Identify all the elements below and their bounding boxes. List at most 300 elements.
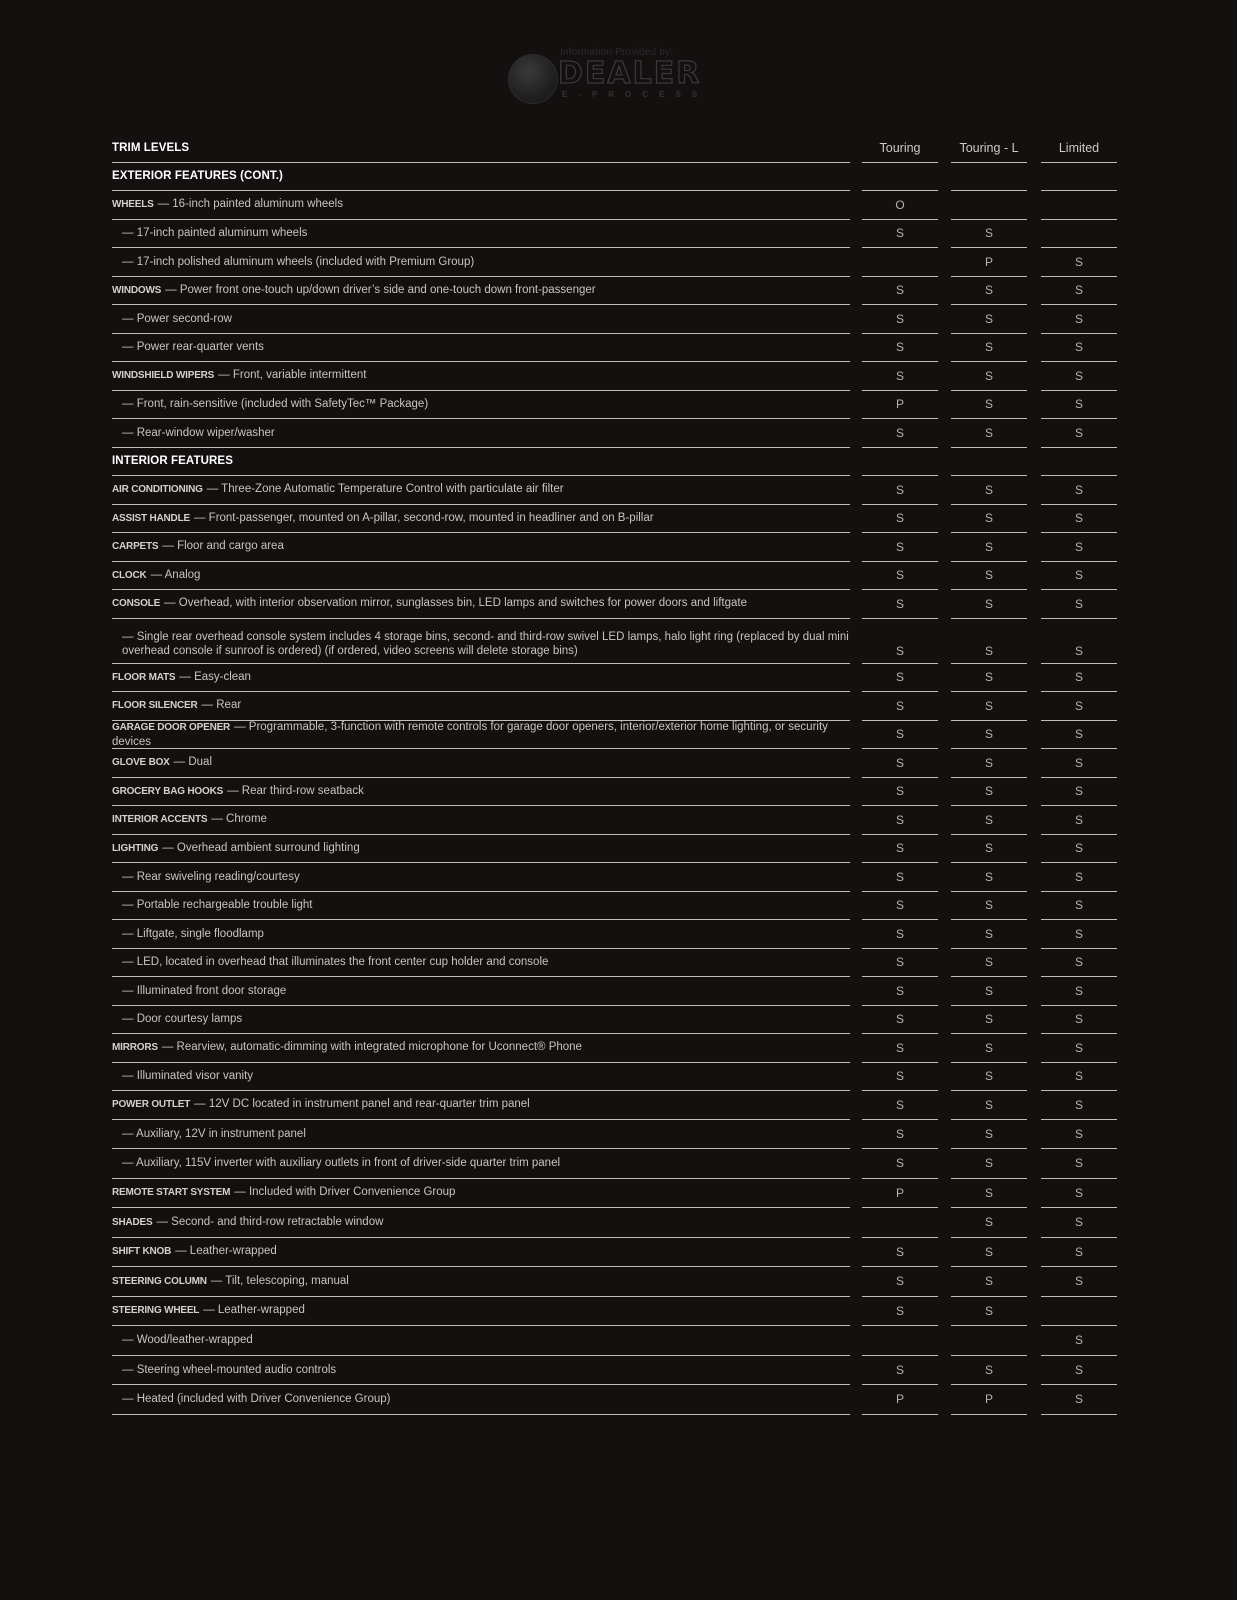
feature-label: FLOOR MATS: [112, 671, 176, 683]
feature-detail: — Rear-window wiper/washer: [122, 426, 275, 439]
availability-limited: S: [1041, 1385, 1117, 1415]
availability-touring-l: [951, 448, 1027, 477]
availability-limited: S: [1041, 1179, 1117, 1209]
availability-touring-l: S: [951, 1179, 1027, 1209]
feature-description-cell: [112, 220, 850, 249]
feature-text: [112, 255, 474, 269]
logo-caption: Information Provided by:: [560, 47, 674, 58]
feature-text: [112, 596, 747, 611]
feature-description-cell: [112, 664, 850, 693]
availability-touring-l: S: [951, 590, 1027, 619]
availability-touring: [862, 1208, 938, 1238]
availability-touring: S: [862, 1238, 938, 1268]
feature-text: [112, 1127, 306, 1141]
availability-touring: O: [862, 191, 938, 220]
availability-touring-l: S: [951, 920, 1027, 949]
feature-label: MIRRORS: [112, 1042, 158, 1054]
availability-touring: P: [862, 391, 938, 420]
feature-description-cell: [112, 692, 850, 721]
feature-detail: — Second- and third-row retractable window: [156, 1215, 384, 1228]
feature-label: ASSIST HANDLE: [112, 512, 190, 524]
availability-touring: S: [862, 977, 938, 1006]
feature-text: [112, 784, 364, 799]
availability-touring-l: S: [951, 949, 1027, 978]
feature-description-cell: [112, 476, 850, 505]
availability-limited: [1041, 1297, 1117, 1327]
trim-features-table: [112, 134, 1118, 1415]
feature-text: [112, 340, 264, 354]
section-title: INTERIOR FEATURES: [112, 455, 233, 468]
table-row: [112, 248, 1118, 277]
feature-text: [112, 1392, 390, 1406]
availability-limited: S: [1041, 835, 1117, 864]
feature-text: [112, 426, 275, 440]
availability-touring-l: S: [951, 664, 1027, 693]
feature-description-cell: [112, 590, 850, 619]
table-row: [112, 391, 1118, 420]
table-header-row: [112, 134, 1118, 163]
table-row: [112, 749, 1118, 778]
table-row: [112, 920, 1118, 949]
feature-detail: — Leather-wrapped: [175, 1245, 277, 1258]
availability-limited: S: [1041, 248, 1117, 277]
availability-touring: S: [862, 806, 938, 835]
feature-description-cell: [112, 1385, 850, 1415]
availability-limited: S: [1041, 778, 1117, 807]
availability-limited: S: [1041, 505, 1117, 534]
table-row: [112, 1006, 1118, 1035]
table-title-cell: [112, 134, 850, 163]
availability-touring-l: S: [951, 721, 1027, 750]
table-row: [112, 1297, 1118, 1327]
feature-description-cell: [112, 277, 850, 306]
section-title-wrap: [112, 454, 233, 468]
feature-detail: — Front, variable intermittent: [218, 369, 367, 382]
feature-text: [112, 927, 264, 941]
table-row: [112, 1385, 1118, 1415]
feature-text: [112, 1303, 305, 1318]
section-header-row: [112, 163, 1118, 192]
availability-limited: S: [1041, 977, 1117, 1006]
availability-limited: [1041, 448, 1117, 477]
availability-touring-l: P: [951, 1385, 1027, 1415]
section-title: EXTERIOR FEATURES (CONT.): [112, 170, 283, 183]
availability-touring: [862, 448, 938, 477]
feature-description-cell: [112, 1267, 850, 1297]
feature-detail: — Three-Zone Automatic Temperature Control with particulate air filter: [206, 483, 564, 496]
availability-limited: S: [1041, 1034, 1117, 1063]
availability-touring: P: [862, 1385, 938, 1415]
feature-detail: — Tilt, telescoping, manual: [210, 1274, 349, 1287]
availability-limited: S: [1041, 1063, 1117, 1092]
feature-detail: — Auxiliary, 12V in instrument panel: [122, 1127, 306, 1140]
availability-limited: S: [1041, 1149, 1117, 1179]
table-row: [112, 590, 1118, 619]
feature-text: [112, 226, 307, 240]
feature-text: [112, 482, 564, 497]
availability-limited: S: [1041, 391, 1117, 420]
feature-label: SHIFT KNOB: [112, 1246, 172, 1258]
feature-description-cell: [112, 949, 850, 978]
section-title-wrap: [112, 169, 283, 183]
feature-description-cell: [112, 391, 850, 420]
availability-touring: S: [862, 619, 938, 664]
table-row: [112, 1149, 1118, 1179]
feature-description-cell: [112, 248, 850, 277]
feature-description-cell: [112, 419, 850, 448]
feature-detail: — Liftgate, single floodlamp: [122, 927, 264, 940]
availability-touring: S: [862, 1297, 938, 1327]
feature-text: [112, 698, 241, 713]
availability-touring-l: S: [951, 419, 1027, 448]
availability-touring: P: [862, 1179, 938, 1209]
feature-description-cell: [112, 505, 850, 534]
table-row: [112, 191, 1118, 220]
feature-text: [112, 720, 850, 749]
feature-description-cell: [112, 1149, 850, 1179]
availability-touring: S: [862, 1006, 938, 1035]
availability-limited: S: [1041, 334, 1117, 363]
feature-description-cell: [112, 1208, 850, 1238]
availability-touring-l: S: [951, 1091, 1027, 1120]
feature-detail: — Rear swiveling reading/courtesy: [122, 870, 300, 883]
feature-label: WINDSHIELD WIPERS: [112, 370, 215, 382]
availability-limited: S: [1041, 949, 1117, 978]
availability-limited: S: [1041, 419, 1117, 448]
table-row: [112, 533, 1118, 562]
feature-detail: — Dual: [173, 756, 213, 769]
availability-touring: S: [862, 749, 938, 778]
feature-description-cell: [112, 892, 850, 921]
availability-touring: S: [862, 1267, 938, 1297]
feature-text: [112, 1215, 383, 1230]
table-row: [112, 1179, 1118, 1209]
availability-touring-l: S: [951, 1297, 1027, 1327]
availability-limited: [1041, 220, 1117, 249]
availability-touring-l: S: [951, 362, 1027, 391]
feature-label: CONSOLE: [112, 598, 161, 610]
table-row: [112, 305, 1118, 334]
feature-detail: — Door courtesy lamps: [122, 1013, 243, 1026]
feature-text: [112, 197, 343, 212]
table-row: [112, 562, 1118, 591]
availability-limited: S: [1041, 619, 1117, 664]
feature-text: [112, 755, 212, 770]
availability-touring: [862, 248, 938, 277]
availability-touring: S: [862, 1120, 938, 1150]
table-row: [112, 334, 1118, 363]
availability-touring-l: S: [951, 1267, 1027, 1297]
feature-text: [112, 1040, 582, 1055]
availability-touring: S: [862, 505, 938, 534]
table-row: [112, 806, 1118, 835]
table-row: [112, 277, 1118, 306]
availability-touring: [862, 163, 938, 192]
availability-touring-l: S: [951, 505, 1027, 534]
table-row: [112, 1034, 1118, 1063]
availability-touring-l: S: [951, 305, 1027, 334]
availability-limited: S: [1041, 692, 1117, 721]
availability-touring: S: [862, 1091, 938, 1120]
availability-limited: S: [1041, 1267, 1117, 1297]
feature-description-cell: [112, 163, 850, 192]
feature-detail: — Power front one-touch up/down driver’s side and one-touch down front-passenger: [165, 283, 596, 296]
feature-text: [112, 1097, 530, 1112]
availability-touring-l: S: [951, 692, 1027, 721]
availability-touring: S: [862, 1149, 938, 1179]
availability-touring-l: S: [951, 334, 1027, 363]
feature-detail: — Programmable, 3-function with remote controls for garage door openers, interior/exterior home lighting, or security devices: [112, 720, 828, 748]
feature-description-cell: [112, 191, 850, 220]
feature-text: [112, 1069, 253, 1083]
column-header-limited: Limited: [1041, 134, 1117, 163]
availability-touring: S: [862, 562, 938, 591]
feature-detail: — Included with Driver Convenience Group: [234, 1186, 456, 1199]
column-header-touring-l: Touring - L: [951, 134, 1027, 163]
feature-text: [112, 841, 360, 856]
column-header-touring: Touring: [862, 134, 938, 163]
feature-description-cell: [112, 749, 850, 778]
feature-description-cell: [112, 977, 850, 1006]
feature-text: [112, 1333, 253, 1347]
availability-limited: S: [1041, 806, 1117, 835]
feature-detail: — Power rear-quarter vents: [122, 341, 264, 354]
feature-label: INTERIOR ACCENTS: [112, 814, 208, 826]
feature-text: [112, 568, 200, 583]
availability-touring-l: S: [951, 863, 1027, 892]
feature-text: [112, 984, 286, 998]
feature-description-cell: [112, 533, 850, 562]
availability-touring-l: [951, 1326, 1027, 1356]
availability-touring: S: [862, 1034, 938, 1063]
feature-description-cell: [112, 863, 850, 892]
feature-description-cell: [112, 362, 850, 391]
availability-limited: [1041, 191, 1117, 220]
feature-label: AIR CONDITIONING: [112, 484, 203, 496]
feature-description-cell: [112, 920, 850, 949]
feature-detail: — 17-inch polished aluminum wheels (included with Premium Group): [122, 255, 475, 268]
feature-description-cell: [112, 1063, 850, 1092]
feature-detail: — Wood/leather-wrapped: [122, 1334, 253, 1347]
feature-label: CARPETS: [112, 541, 159, 553]
availability-touring-l: S: [951, 806, 1027, 835]
eagle-emblem-icon: [508, 54, 558, 104]
table-row: [112, 664, 1118, 693]
feature-description-cell: [112, 778, 850, 807]
availability-limited: [1041, 163, 1117, 192]
availability-limited: S: [1041, 920, 1117, 949]
availability-limited: S: [1041, 362, 1117, 391]
feature-label: WHEELS: [112, 199, 154, 211]
feature-detail: — Leather-wrapped: [203, 1304, 305, 1317]
feature-detail: — Auxiliary, 115V inverter with auxiliary outlets in front of driver-side quarter trim panel: [122, 1157, 561, 1170]
availability-limited: S: [1041, 749, 1117, 778]
availability-touring-l: S: [951, 220, 1027, 249]
feature-description-cell: [112, 721, 850, 750]
table-row: [112, 692, 1118, 721]
availability-limited: S: [1041, 1238, 1117, 1268]
table-row: [112, 977, 1118, 1006]
availability-touring: S: [862, 277, 938, 306]
availability-limited: S: [1041, 664, 1117, 693]
feature-description-cell: [112, 1006, 850, 1035]
availability-limited: S: [1041, 533, 1117, 562]
availability-limited: S: [1041, 1091, 1117, 1120]
feature-text: [112, 283, 596, 298]
feature-text: [112, 312, 232, 326]
feature-text: [112, 1012, 242, 1026]
feature-detail: — Analog: [150, 568, 201, 581]
section-header-row: [112, 448, 1118, 477]
availability-touring-l: S: [951, 562, 1027, 591]
availability-touring-l: S: [951, 749, 1027, 778]
availability-touring: S: [862, 419, 938, 448]
feature-description-cell: [112, 305, 850, 334]
availability-touring: S: [862, 892, 938, 921]
availability-touring-l: S: [951, 1034, 1027, 1063]
feature-detail: — Single rear overhead console system includes 4 storage bins, second- and third-row swivel LED lamps, halo light ring (replaced by dual mini overhead console if sunroof is ordered) (if ordered, video screens will delete storage bins): [122, 630, 849, 657]
availability-touring-l: S: [951, 391, 1027, 420]
table-row: [112, 1326, 1118, 1356]
availability-touring: S: [862, 1063, 938, 1092]
availability-touring-l: S: [951, 1356, 1027, 1386]
feature-description-cell: [112, 1356, 850, 1386]
availability-touring-l: S: [951, 1208, 1027, 1238]
feature-label: GLOVE BOX: [112, 757, 170, 769]
availability-touring-l: S: [951, 977, 1027, 1006]
feature-label: GROCERY BAG HOOKS: [112, 785, 224, 797]
feature-text: [112, 812, 267, 827]
feature-detail: — 16-inch painted aluminum wheels: [157, 198, 343, 211]
availability-touring-l: S: [951, 1063, 1027, 1092]
feature-detail: — Illuminated visor vanity: [122, 1070, 254, 1083]
availability-limited: S: [1041, 892, 1117, 921]
feature-label: STEERING COLUMN: [112, 1275, 207, 1287]
table-row: [112, 476, 1118, 505]
feature-detail: — Steering wheel-mounted audio controls: [122, 1363, 337, 1376]
table-row: [112, 863, 1118, 892]
feature-description-cell: [112, 835, 850, 864]
table-row: [112, 220, 1118, 249]
dealer-eprocess-logo: [508, 44, 714, 106]
feature-label: FLOOR SILENCER: [112, 700, 198, 712]
availability-limited: S: [1041, 277, 1117, 306]
availability-touring: S: [862, 533, 938, 562]
availability-touring-l: S: [951, 1120, 1027, 1150]
availability-touring: [862, 1326, 938, 1356]
table-row: [112, 505, 1118, 534]
feature-detail: — Easy-clean: [179, 670, 251, 683]
availability-touring: S: [862, 778, 938, 807]
feature-text: [112, 511, 654, 526]
table-row: [112, 892, 1118, 921]
availability-touring-l: S: [951, 619, 1027, 664]
feature-label: POWER OUTLET: [112, 1099, 191, 1111]
availability-limited: S: [1041, 863, 1117, 892]
feature-text: [112, 898, 313, 912]
availability-touring-l: S: [951, 778, 1027, 807]
table-row: [112, 949, 1118, 978]
table-row: [112, 721, 1118, 750]
feature-description-cell: [112, 562, 850, 591]
availability-touring-l: S: [951, 892, 1027, 921]
feature-detail: — Floor and cargo area: [162, 540, 284, 553]
feature-detail: — LED, located in overhead that illuminates the front center cup holder and console: [122, 956, 549, 969]
availability-touring-l: [951, 163, 1027, 192]
table-row: [112, 1208, 1118, 1238]
table-row: [112, 778, 1118, 807]
availability-touring-l: S: [951, 277, 1027, 306]
table-row: [112, 619, 1118, 664]
feature-detail: — Heated (included with Driver Convenience Group): [122, 1393, 391, 1406]
availability-touring: S: [862, 590, 938, 619]
feature-detail: — Rearview, automatic-dimming with integrated microphone for Uconnect® Phone: [161, 1041, 582, 1054]
feature-text: [112, 630, 850, 658]
table-row: [112, 1091, 1118, 1120]
feature-detail: — Rear: [201, 699, 242, 712]
availability-limited: S: [1041, 1120, 1117, 1150]
feature-text: [112, 870, 300, 884]
feature-text: [112, 1185, 455, 1200]
feature-detail: — Chrome: [211, 813, 267, 826]
availability-touring: S: [862, 692, 938, 721]
feature-description-cell: [112, 1120, 850, 1150]
availability-limited: S: [1041, 721, 1117, 750]
feature-detail: — Overhead, with interior observation mirror, sunglasses bin, LED lamps and switches for power doors and liftgate: [164, 597, 748, 610]
feature-detail: — Rear third-row seatback: [227, 784, 364, 797]
table-row: [112, 362, 1118, 391]
availability-touring-l: S: [951, 1149, 1027, 1179]
feature-text: [112, 1244, 277, 1259]
availability-limited: S: [1041, 1326, 1117, 1356]
feature-description-cell: [112, 1297, 850, 1327]
availability-touring-l: S: [951, 476, 1027, 505]
feature-description-cell: [112, 1326, 850, 1356]
availability-touring: S: [862, 334, 938, 363]
availability-touring-l: P: [951, 248, 1027, 277]
availability-touring: S: [862, 220, 938, 249]
feature-detail: — Overhead ambient surround lighting: [162, 841, 360, 854]
table-row: [112, 1356, 1118, 1386]
availability-touring: S: [862, 362, 938, 391]
table-row: [112, 419, 1118, 448]
feature-description-cell: [112, 1238, 850, 1268]
feature-label: WINDOWS: [112, 284, 162, 296]
feature-text: [112, 397, 428, 411]
feature-description-cell: [112, 1179, 850, 1209]
feature-label: REMOTE START SYSTEM: [112, 1187, 231, 1199]
logo-subtitle: E-PROCESS: [562, 90, 709, 99]
feature-label: STEERING WHEEL: [112, 1305, 200, 1317]
feature-description-cell: [112, 1034, 850, 1063]
feature-text: [112, 670, 251, 685]
table-row: [112, 835, 1118, 864]
feature-description-cell: [112, 334, 850, 363]
feature-description-cell: [112, 1091, 850, 1120]
availability-touring: S: [862, 949, 938, 978]
feature-detail: — Front-passenger, mounted on A-pillar, second-row, mounted in headliner and on B-pillar: [193, 511, 654, 524]
availability-touring-l: [951, 191, 1027, 220]
availability-touring: S: [862, 835, 938, 864]
table-title: TRIM LEVELS: [112, 141, 190, 154]
availability-touring-l: S: [951, 1006, 1027, 1035]
feature-text: [112, 539, 284, 554]
availability-limited: S: [1041, 476, 1117, 505]
feature-detail: — 17-inch painted aluminum wheels: [122, 227, 308, 240]
feature-label: LIGHTING: [112, 842, 159, 854]
feature-text: [112, 955, 548, 969]
availability-touring: S: [862, 305, 938, 334]
